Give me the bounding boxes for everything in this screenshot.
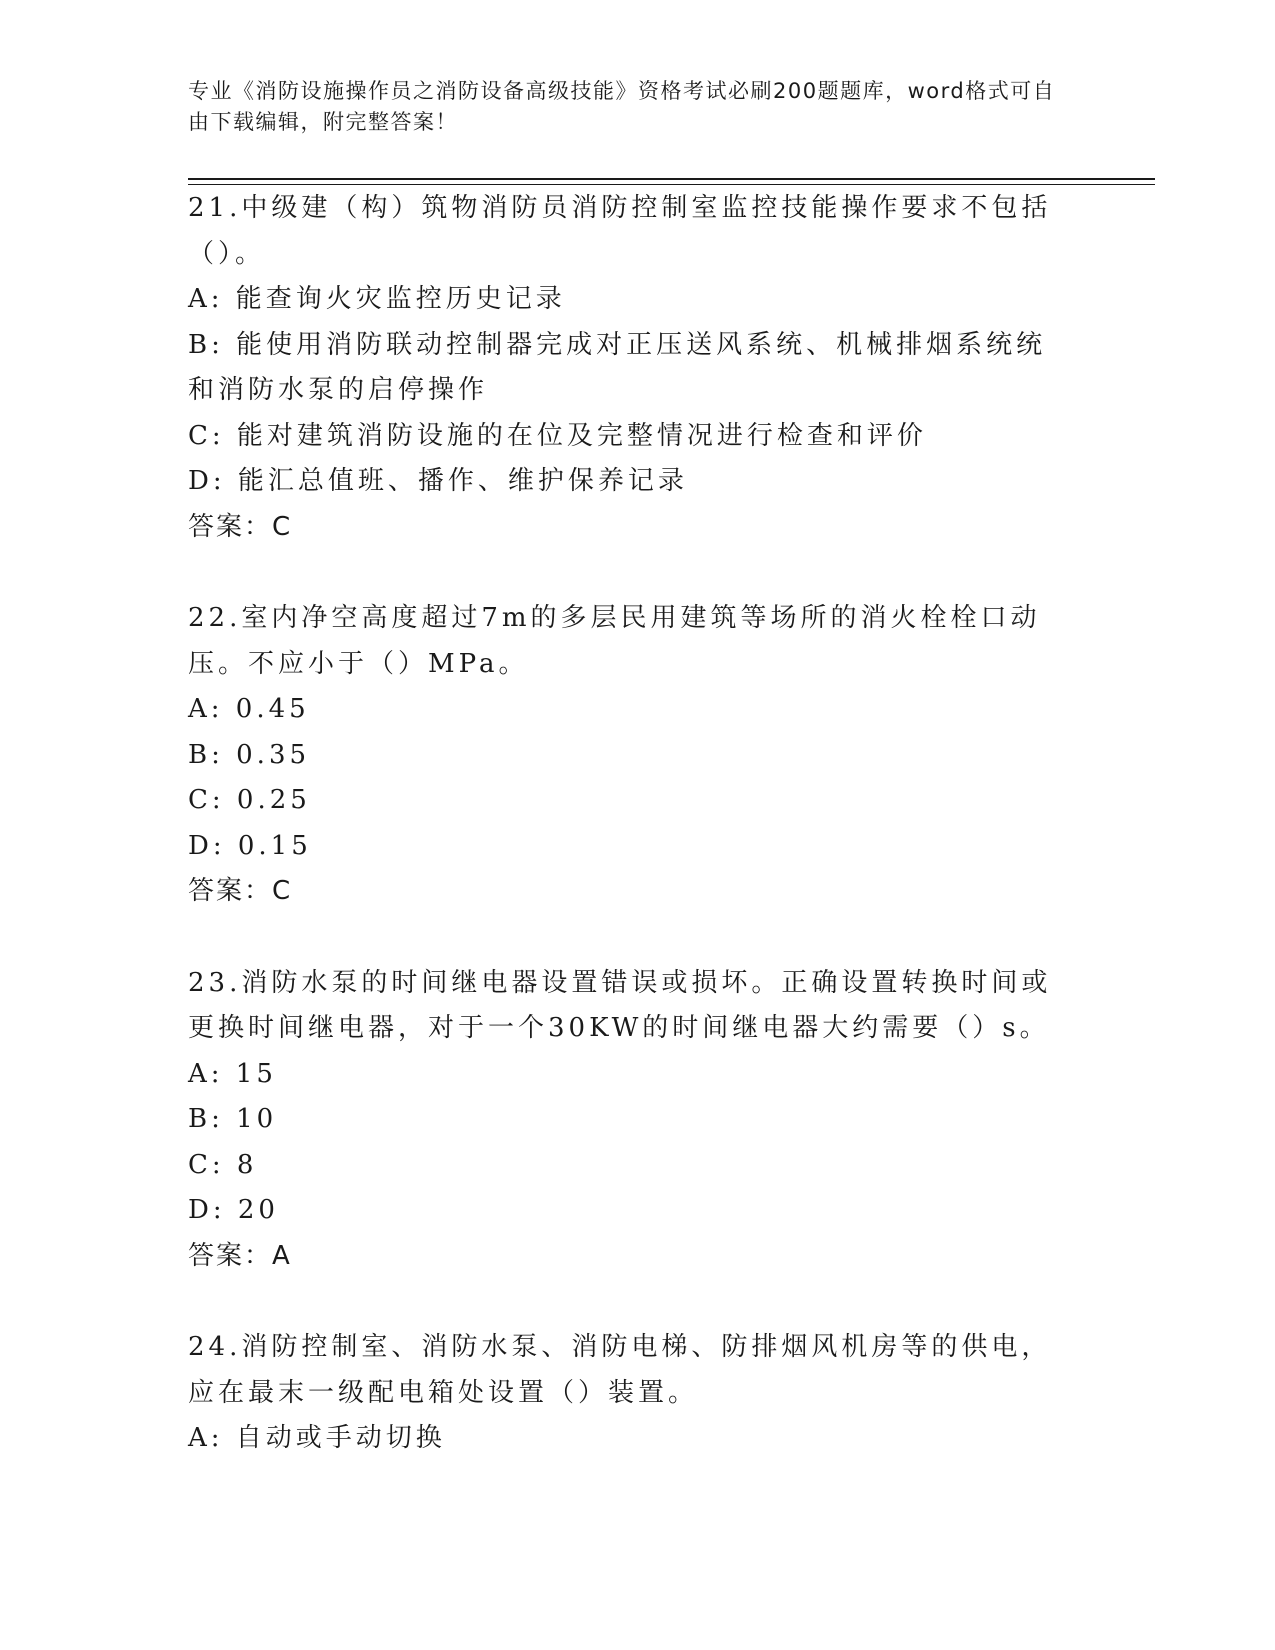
- option-c: C: 能对建筑消防设施的在位及完整情况进行检查和评价: [188, 420, 927, 451]
- question-stem: 22.室内净空高度超过7m的多层民用建筑等场所的消火栓栓口动压。不应小于（）MPa。: [188, 603, 1041, 679]
- answer-label: 答案：C: [188, 511, 293, 542]
- header-divider-thin: [188, 184, 1155, 185]
- question-23: [188, 961, 1088, 1280]
- option-b: B: 10: [188, 1104, 278, 1134]
- option-c: C: 0.25: [188, 785, 311, 815]
- option-d: D: 能汇总值班、播作、维护保养记录: [188, 466, 688, 496]
- question-stem: 21.中级建（构）筑物消防员消防控制室监控技能操作要求不包括（）。: [188, 193, 1052, 269]
- option-b: B: 能使用消防联动控制器完成对正压送风系统、机械排烟系统统和消防水泵的启停操作: [188, 329, 1047, 405]
- document-header: 专业《消防设施操作员之消防设备高级技能》资格考试必刷200题题库，word格式可自由下载编辑，附完整答案！: [188, 79, 1056, 134]
- question-stem: 23.消防水泵的时间继电器设置错误或损坏。正确设置转换时间或更换时间继电器，对于一个30KW的时间继电器大约需要（）s。: [188, 967, 1052, 1043]
- option-d: D: 0.15: [188, 830, 312, 861]
- question-24: [188, 1325, 1088, 1462]
- header-divider-thick: [188, 178, 1155, 180]
- answer-label: 答案：C: [188, 876, 293, 906]
- option-d: D: 20: [188, 1195, 279, 1225]
- option-a: A: 能查询火灾监控历史记录: [188, 284, 566, 314]
- option-b: B: 0.35: [188, 739, 311, 770]
- option-a: A: 自动或手动切换: [188, 1423, 446, 1453]
- option-c: C: 8: [188, 1149, 258, 1180]
- question-21: [188, 186, 1088, 550]
- option-a: A: 0.45: [188, 694, 310, 724]
- question-22: [188, 596, 1088, 915]
- question-list: [188, 186, 1088, 1508]
- answer-label: 答案：A: [188, 1240, 292, 1271]
- option-a: A: 15: [188, 1058, 277, 1089]
- question-stem: 24.消防控制室、消防水泵、消防电梯、防排烟风机房等的供电，应在最末一级配电箱处设置（）装置。: [188, 1332, 1052, 1408]
